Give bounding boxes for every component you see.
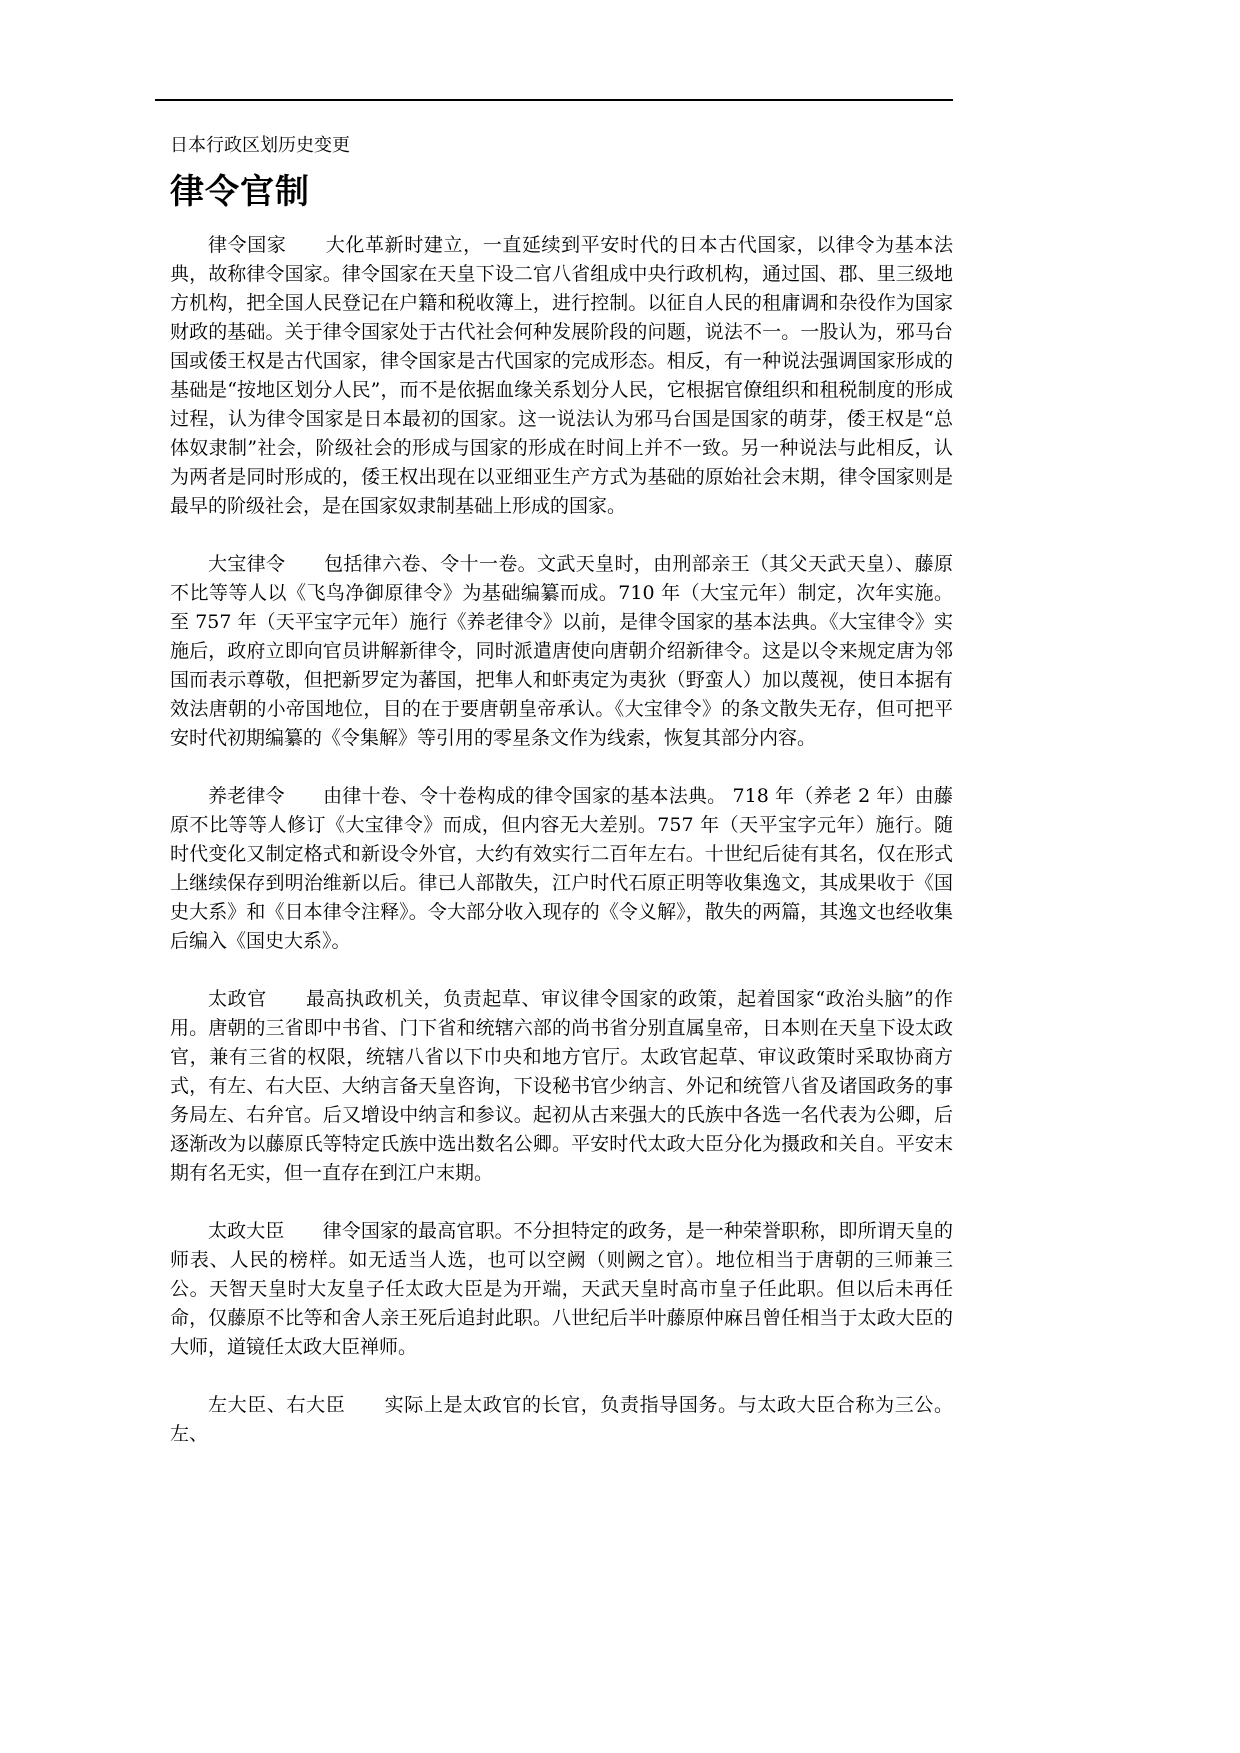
header-divider [155, 99, 953, 101]
paragraph-ritsuryo-state: 律令国家 大化革新时建立，一直延续到平安时代的日本古代国家，以律令为基本法典，故称律令国家。律令国家在天皇下设二官八省组成中央行政机构，通过国、郡、里三级地方机构，把全国人民登记在户籍和税收簿上，进行控制。以征自人民的租庸调和杂役作为国家财政的基础。关于律令国家处于古代社会何种发展阶段的问题，说法不一。一股认为，邪马台国或倭王权是古代国家，律令国家是古代国家的完成形态。相反，有一种说法强调国家形成的基础是“按地区划分人民”，而不是依据血缘关系划分人民，它根据官僚组织和租税制度的形成过程，认为律令国家是日本最初的国家。这一说法认为邪马台国是国家的萌芽，倭王权是“总体奴隶制”社会，阶级社会的形成与国家的形成在时间上并不一致。另一种说法与此相反，认为两者是同时形成的，倭王权出现在以亚细亚生产方式为基础的原始社会末期，律令国家则是最早的阶级社会，是在国家奴隶制基础上形成的国家。 [170, 234, 953, 517]
paragraph-daijodaijin: 太政大臣 律令国家的最高官职。不分担特定的政务，是一种荣誉职称，即所谓天皇的师表、人民的榜样。如无适当人选，也可以空阙（则阙之官）。地位相当于唐朝的三师兼三公。天智天皇时大友皇子任太政大臣是为开端，天武天皇时高市皇子任此职。但以后未再任命，仅藤原不比等和舍人亲王死后追封此职。八世纪后半叶藤原仲麻吕曾任相当于太政大臣的大师，道镜任太政大臣禅师。 [170, 1220, 953, 1358]
paragraph-taiho-code: 大宝律令 包括律六卷、令十一卷。文武天皇时，由刑部亲王（其父天武天皇）、藤原不比等等人以《飞鸟净御原律令》为基础编纂而成。710 年（大宝元年）制定，次年实施。至 757 年（天平宝字元年）施行《养老律令》以前，是律令国家的基本法典。《大宝律令》实施后，政府立即向官员讲解新律令，同时派遣唐使向唐朝介绍新律令。这是以令来规定唐为邻国而表示尊敬，但把新罗定为蕃国，把隼人和虾夷定为夷狄（野蛮人）加以蔑视，使日本据有效法唐朝的小帝国地位，目的在于要唐朝皇帝承认。《大宝律令》的条文散失无存，但可把平安时代初期编纂的《令集解》等引用的零星条文作为线索，恢复其部分内容。 [170, 553, 953, 749]
page-title: 律令官制 [170, 172, 310, 212]
paragraph-daijokan: 太政官 最高执政机关，负责起草、审议律令国家的政策，起着国家“政治头脑”的作用。唐朝的三省即中书省、门下省和统辖六部的尚书省分别直属皇帝，日本则在天皇下设太政官，兼有三省的权限，统辖八省以下巾央和地方官厅。太政官起草、审议政策时采取协商方式，有左、右大臣、大纳言备天皇咨询，下设秘书官少纳言、外记和统管八省及诸国政务的事务局左、右弁官。后又增设中纳言和参议。起初从古来强大的氏族中各选一名代表为公卿，后逐渐改为以藤原氏等特定氏族中选出数名公卿。平安时代太政大臣分化为摄政和关自。平安末期有名无实，但一直存在到江户末期。 [170, 988, 953, 1184]
paragraph-yoro-code: 养老律令 由律十卷、令十卷构成的律令国家的基本法典。 718 年（养老 2 年）由藤原不比等等人修订《大宝律令》而成，但内容无大差别。757 年（天平宝字元年）施行。随时代变化又制定格式和新设令外官，大约有效实行二百年左右。十世纪后徒有其名，仅在形式上继续保存到明治维新以后。律已人部散失，江户时代石原正明等收集逸文，其成果收于《国史大系》和《日本律令注释》。令大部分收入现存的《令义解》，散失的两篇，其逸文也经收集后编入《国史大系》。 [170, 785, 953, 952]
paragraph-sadaijin-udaijin: 左大臣、右大臣 实际上是太政官的长官，负责指导国务。与太政大臣合称为三公。左、 [170, 1394, 953, 1445]
document-header: 日本行政区划历史变更 [170, 135, 350, 156]
